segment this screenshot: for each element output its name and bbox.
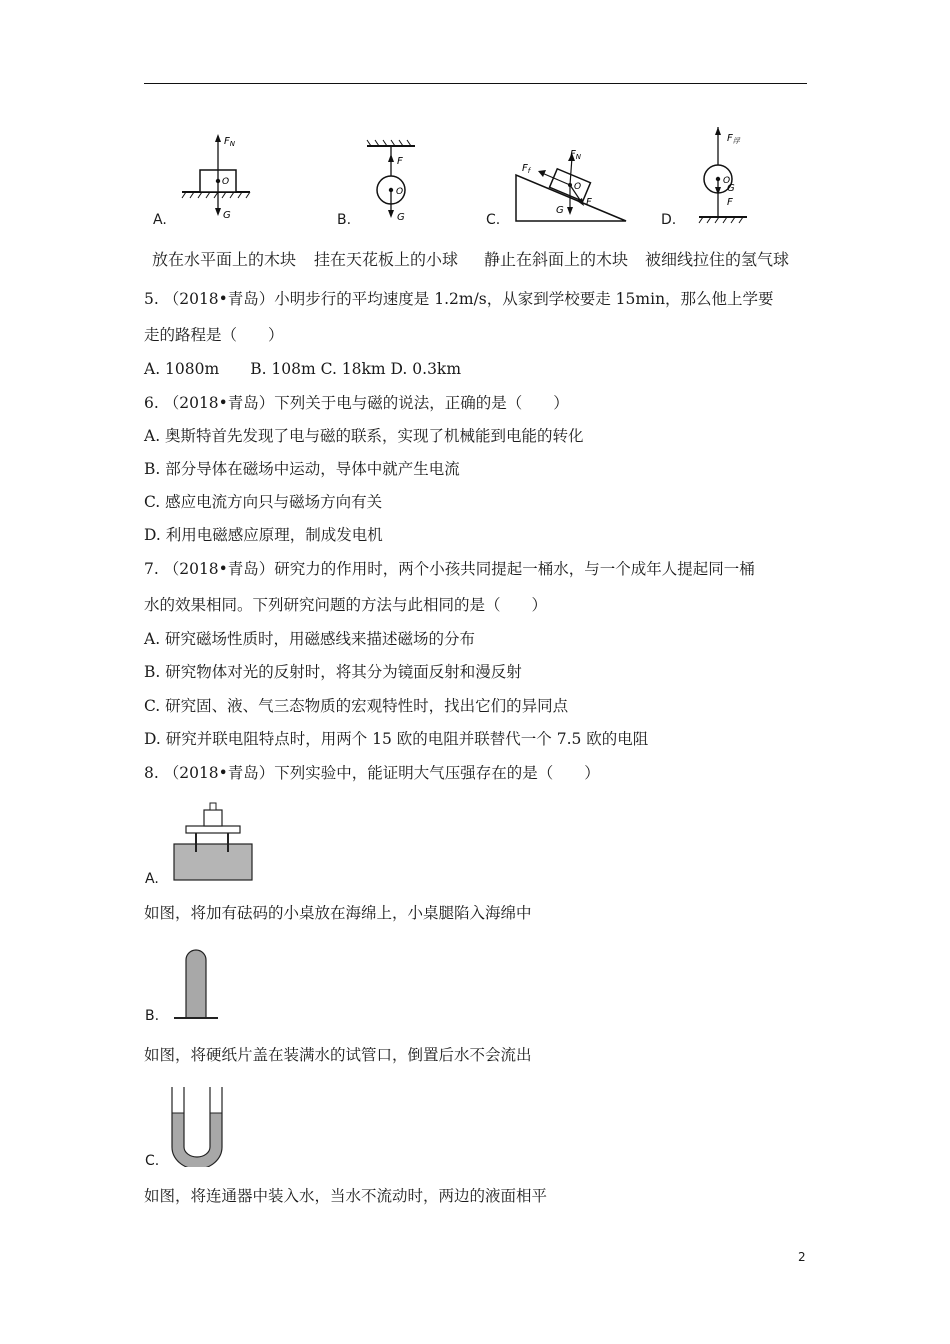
q8-option-b-letter: B. <box>145 1008 160 1024</box>
q8-figure-b-test-tube <box>172 946 222 1022</box>
svg-text:Ff: $F_f$ <box>522 163 531 175</box>
svg-text:O: O <box>723 176 731 186</box>
figure-b-hanging-ball <box>355 138 435 228</box>
svg-text:F: F <box>586 197 592 208</box>
q6-option-a: A. 奥斯特首先发现了电与磁的联系，实现了机械能到电能的转化 <box>144 427 584 445</box>
figure-a-caption: 放在水平面上的木块 <box>152 250 297 269</box>
q6-option-d: D. 利用电磁感应原理，制成发电机 <box>144 526 383 544</box>
svg-text:O: O <box>574 182 582 192</box>
q8-option-b-text: 如图，将硬纸片盖在装满水的试管口，倒置后水不会流出 <box>144 1046 532 1064</box>
svg-text:FN: $F_N$ <box>570 149 582 161</box>
q6-option-c: C. 感应电流方向只与磁场方向有关 <box>144 493 383 511</box>
q8-figure-c-u-tube <box>170 1085 224 1167</box>
q7-option-a: A. 研究磁场性质时，用磁感线来描述磁场的分布 <box>144 630 476 648</box>
figure-a-letter: A. <box>153 212 167 228</box>
figure-c-block-on-incline <box>508 145 633 230</box>
q7-option-d: D. 研究并联电阻特点时，用两个 15 欧的电阻并联替代一个 7.5 欧的电阻 <box>144 730 649 748</box>
q8-option-c-letter: C. <box>145 1153 160 1169</box>
header-rule <box>144 83 807 84</box>
page-number: 2 <box>798 1250 806 1264</box>
figure-d-caption: 被细线拉住的氢气球 <box>645 250 790 269</box>
figure-c-letter: C. <box>486 212 501 228</box>
q8-option-a-letter: A. <box>145 871 159 887</box>
svg-text:G: G <box>727 183 735 194</box>
q7-stem-line2: 水的效果相同。下列研究问题的方法与此相同的是（ ） <box>144 596 548 614</box>
figure-b-caption: 挂在天花板上的小球 <box>314 250 459 269</box>
figure-c-caption: 静止在斜面上的木块 <box>484 250 629 269</box>
svg-text:FN: $F_N$ <box>224 136 236 148</box>
q8-option-a-text: 如图，将加有砝码的小桌放在海绵上，小桌腿陷入海绵中 <box>144 904 532 922</box>
figure-a-block-on-table <box>150 130 270 230</box>
svg-text:F: F <box>727 197 733 208</box>
svg-text:O: O <box>396 187 404 197</box>
svg-text:F: F <box>397 156 403 167</box>
figure-d-balloon-on-string <box>685 125 775 225</box>
q5-options: A. 1080m B. 108m C. 18km D. 0.3km <box>144 360 462 378</box>
q6-stem: 6. （2018•青岛）下列关于电与磁的说法，正确的是（ ） <box>144 394 569 412</box>
svg-text:O: O <box>222 177 230 187</box>
figure-d-letter: D. <box>661 212 677 228</box>
q5-stem-line2: 走的路程是（ ） <box>144 326 284 344</box>
q6-option-b: B. 部分导体在磁场中运动，导体中就产生电流 <box>144 460 460 478</box>
figure-b-letter: B. <box>337 212 352 228</box>
q8-stem: 8. （2018•青岛）下列实验中，能证明大气压强存在的是（ ） <box>144 764 600 782</box>
q7-stem-line1: 7. （2018•青岛）研究力的作用时，两个小孩共同提起一桶水，与一个成年人提起同一桶 <box>144 560 755 578</box>
q8-option-c-text: 如图，将连通器中装入水，当水不流动时，两边的液面相平 <box>144 1187 548 1205</box>
svg-text:G: G <box>397 212 405 223</box>
svg-text:F浮: $F_浮$ <box>727 133 740 145</box>
q7-option-b: B. 研究物体对光的反射时，将其分为镜面反射和漫反射 <box>144 663 522 681</box>
svg-text:G: G <box>556 205 564 216</box>
q7-option-c: C. 研究固、液、气三态物质的宏观特性时，找出它们的异同点 <box>144 697 569 715</box>
svg-text:G: G <box>223 210 231 221</box>
q5-stem-line1: 5. （2018•青岛）小明步行的平均速度是 1.2m/s，从家到学校要走 15min，那么他上学要 <box>144 290 774 308</box>
q8-figure-a-table-on-sponge <box>172 798 256 884</box>
